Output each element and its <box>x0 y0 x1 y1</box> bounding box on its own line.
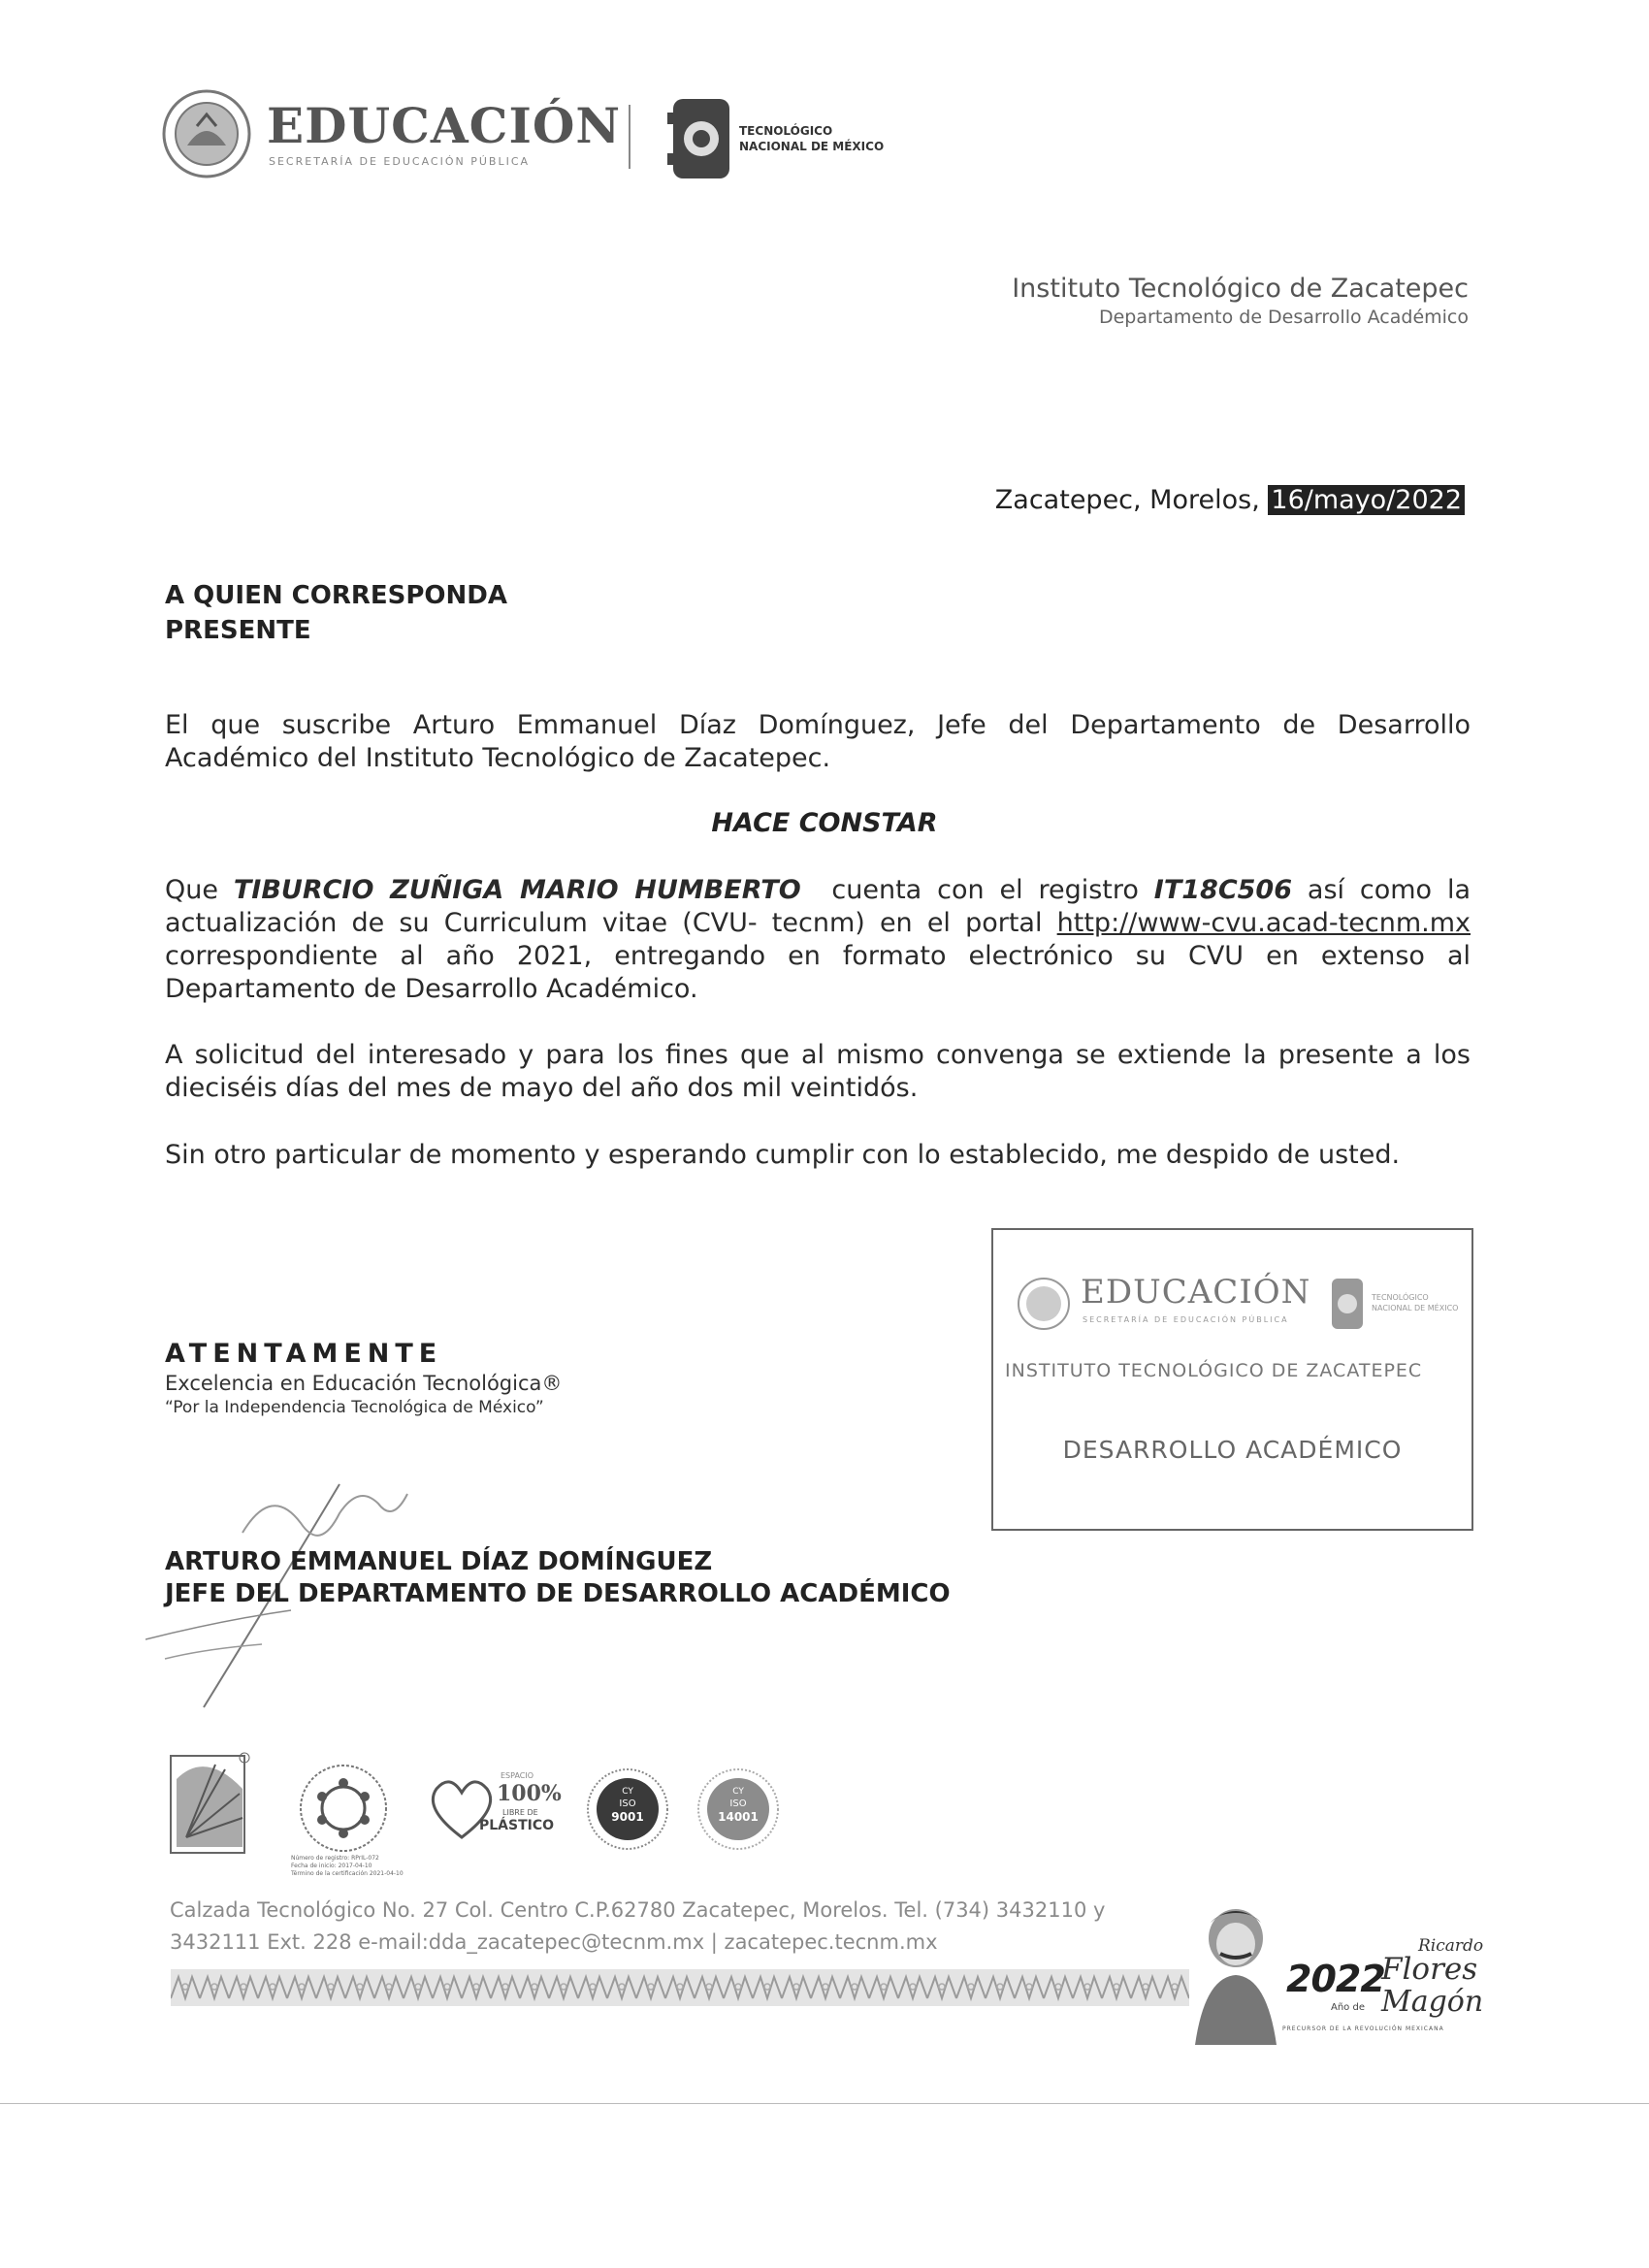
stamp-sep-sub: SECRETARÍA DE EDUCACIÓN PÚBLICA <box>1083 1315 1289 1324</box>
stamp-sep-name: EDUCACIÓN <box>1081 1273 1311 1312</box>
motto: Excelencia en Educación Tecnológica® <box>165 1372 563 1395</box>
iso-seal-icon <box>696 1767 780 1851</box>
salutation-line2: PRESENTE <box>165 616 311 645</box>
plastic-line4: PLÁSTICO <box>479 1818 555 1833</box>
equality-line1: Número de registro: RPrIL-072 <box>291 1855 379 1862</box>
signer-name: ARTURO EMMANUEL DÍAZ DOMÍNGUEZ <box>165 1547 713 1576</box>
p1-text-a: Que <box>165 875 234 905</box>
signer-title: JEFE DEL DEPARTAMENTO DE DESARROLLO ACADÉMICO <box>165 1579 951 1608</box>
intro-paragraph: El que suscribe Arturo Emmanuel Díaz Domínguez, Jefe del Departamento de Desarrollo Académico del Instituto Tecnológico de Zacatepec. <box>165 710 1471 773</box>
sep-logo <box>158 87 275 180</box>
hace-constar-heading: HACE CONSTAR <box>711 808 938 838</box>
magon-year: 2022 <box>1286 1958 1385 2000</box>
footer-address-line2: 3432111 Ext. 228 e-mail:dda_zacatepec@tecnm.mx | zacatepec.tecnm.mx <box>170 1930 938 1954</box>
date-line <box>995 485 1465 515</box>
person-name: TIBURCIO ZUÑIGA MARIO HUMBERTO <box>233 875 801 905</box>
footer-address-line1: Calzada Tecnológico No. 27 Col. Centro C.P.62780 Zacatepec, Morelos. Tel. (734) 3432110 y <box>170 1898 1106 1922</box>
department-stamp <box>991 1228 1473 1531</box>
department-name: Departamento de Desarrollo Académico <box>1098 307 1469 328</box>
purpose-paragraph: A solicitud del interesado y para los fines que al mismo convenga se extiende la presente a los dieciséis días del mes de mayo del año dos mil veintidós. <box>165 1040 1471 1103</box>
plastic-line2: 100% <box>497 1781 562 1806</box>
gear-icon <box>1328 1275 1367 1333</box>
institute-name: Instituto Tecnológico de Zacatepec <box>1012 274 1469 304</box>
ricardo-flores-magon-portrait-icon <box>1185 1899 1282 2045</box>
footer-address <box>170 1895 1198 1959</box>
iso14001-number: 14001 <box>718 1810 759 1824</box>
iso-9001-badge <box>586 1767 669 1851</box>
iso9001-iso: ISO <box>619 1798 636 1809</box>
date-place: Zacatepec, Morelos, <box>994 485 1260 515</box>
stamp-department: DESARROLLO ACADÉMICO <box>1062 1436 1403 1464</box>
institute-header <box>1012 274 1469 328</box>
tecnm-emblem-icon <box>167 1750 252 1857</box>
certification-paragraph <box>165 874 1471 1006</box>
p1-text-d: correspondiente al año 2021, entregando en formato electrónico su CVU en extenso al Departamento de Desarrollo Académico. <box>165 941 1471 1004</box>
decorative-pattern-band <box>171 1969 1189 2006</box>
tecnm-name-line2: NACIONAL DE MÉXICO <box>739 140 885 153</box>
equality-details <box>291 1855 404 1878</box>
tecnm-logo <box>667 93 735 184</box>
iso9001-number: 9001 <box>611 1810 644 1824</box>
mexico-coat-of-arms-icon <box>1015 1275 1073 1333</box>
magon-name2: Flores <box>1381 1952 1478 1987</box>
date-value: 16/mayo/2022 <box>1268 485 1465 515</box>
equality-line2: Fecha de inicio: 2017-04-10 <box>291 1863 372 1869</box>
atentamente-heading: ATENTAMENTE <box>165 1339 443 1369</box>
magon-name1: Ricardo <box>1418 1936 1484 1956</box>
motto-block <box>165 1372 562 1420</box>
equality-line3: Término de la certificación 2021-04-10 <box>291 1870 404 1877</box>
farewell-paragraph: Sin otro particular de momento y esperando cumplir con lo establecido, me despido de usted. <box>165 1140 1401 1170</box>
plastic-line1: ESPACIO <box>501 1771 534 1780</box>
sep-subtitle: SECRETARÍA DE EDUCACIÓN PÚBLICA <box>269 155 531 168</box>
iso14001-iso: ISO <box>729 1798 747 1809</box>
labor-equality-seal-icon <box>297 1762 390 1855</box>
sep-name: EDUCACIÓN <box>267 97 622 154</box>
p1-text-b: cuenta con el registro <box>800 875 1154 905</box>
magon-tagline: PRECURSOR DE LA REVOLUCIÓN MEXICANA <box>1282 2025 1444 2032</box>
iso-14001-badge <box>696 1767 780 1851</box>
iso9001-cy: CY <box>622 1787 633 1797</box>
magon-year-sub: Año de <box>1331 2002 1365 2013</box>
gear-icon <box>667 93 735 184</box>
magon-name3: Magón <box>1381 1985 1484 2019</box>
stamp-tecnm: TECNOLÓGICO NACIONAL DE MÉXICO <box>1372 1293 1459 1312</box>
tecnm-name-line1: TECNOLÓGICO <box>739 124 833 138</box>
iso-seal-icon <box>586 1767 669 1851</box>
stamp-institute: INSTITUTO TECNOLÓGICO DE ZACATEPEC <box>1005 1360 1423 1381</box>
signer-block <box>165 1546 951 1610</box>
portal-link[interactable]: http://www-cvu.acad-tecnm.mx <box>1056 908 1471 938</box>
p1-text-c: así como la actualización de su Curriculum vitae (CVU- tecnm) en el portal <box>165 875 1471 938</box>
header-divider <box>629 105 630 169</box>
salutation <box>165 578 507 648</box>
plastic-free-badge <box>423 1769 562 1847</box>
page-edge-line <box>0 2103 1649 2104</box>
slogan: “Por la Independencia Tecnológica de México” <box>165 1398 544 1417</box>
mexico-coat-of-arms-icon <box>158 87 255 180</box>
plastic-line3: LIBRE DE <box>502 1808 538 1817</box>
iso14001-cy: CY <box>732 1787 744 1797</box>
registration-number: IT18C506 <box>1153 875 1293 905</box>
salutation-line1: A QUIEN CORRESPONDA <box>165 581 507 610</box>
